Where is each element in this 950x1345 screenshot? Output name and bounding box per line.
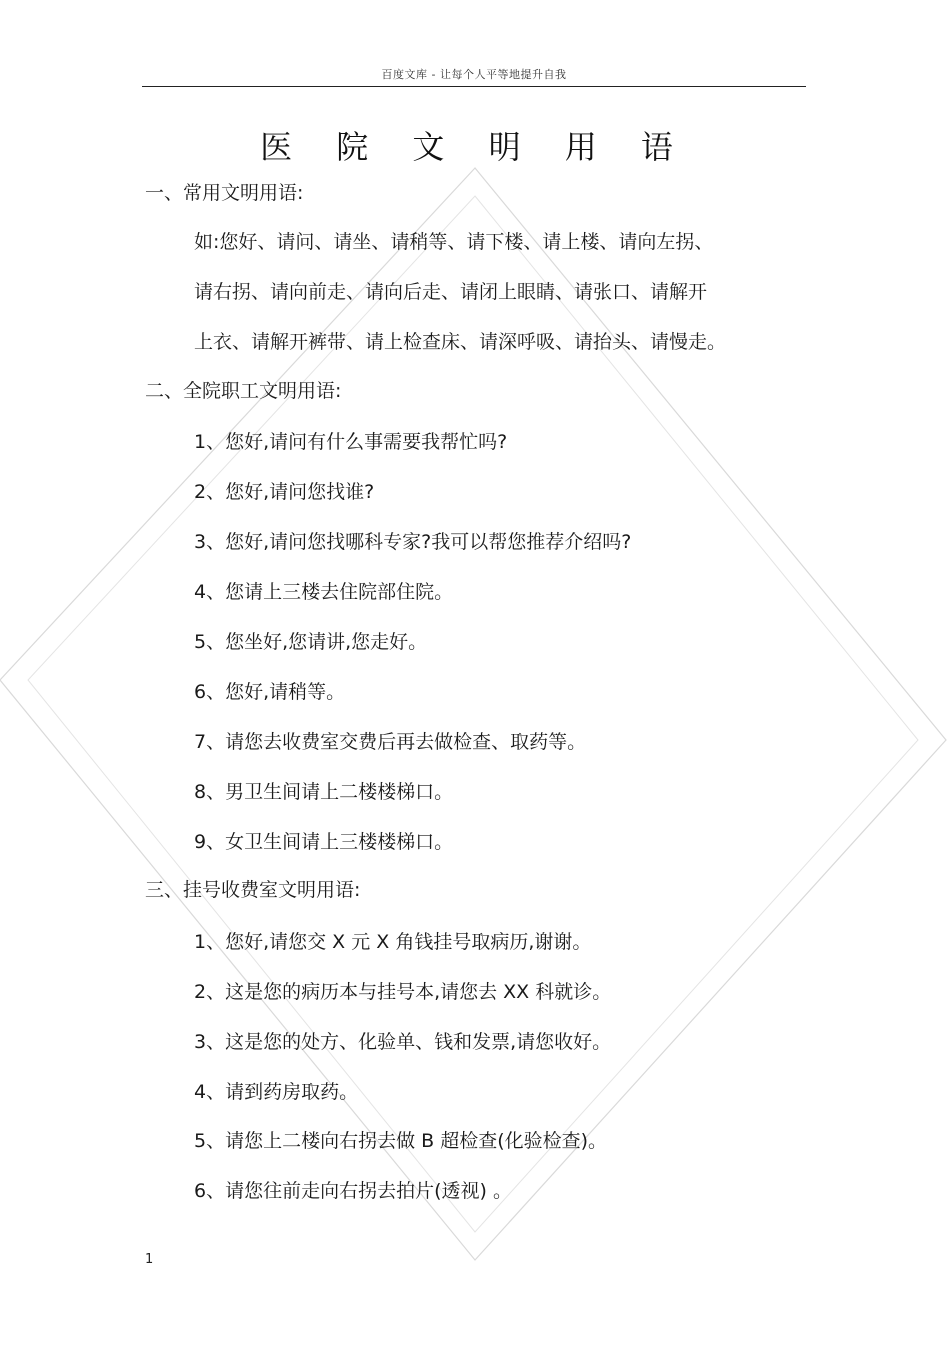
list-item: 3、这是您的处方、化验单、钱和发票,请您收好。 [194, 1031, 612, 1053]
list-item: 6、请您往前走向右拐去拍片(透视) 。 [194, 1180, 512, 1202]
list-item: 1、您好,请问有什么事需要我帮忙吗? [194, 431, 508, 453]
list-item: 5、请您上二楼向右拐去做 B 超检查(化验检查)。 [194, 1130, 608, 1152]
list-item: 2、您好,请问您找谁? [194, 481, 375, 503]
page-header: 百度文库 - 让每个人平等地提升自我 [381, 68, 567, 81]
list-item: 4、您请上三楼去住院部住院。 [194, 581, 454, 603]
list-item: 5、您坐好,您请讲,您走好。 [194, 631, 428, 653]
list-item: 3、您好,请问您找哪科专家?我可以帮您推荐介绍吗? [194, 531, 632, 553]
section-heading: 一、常用文明用语: [145, 182, 304, 204]
paragraph-line: 上衣、请解开裤带、请上检查床、请深呼吸、请抬头、请慢走。 [194, 331, 727, 353]
list-item: 4、请到药房取药。 [194, 1081, 359, 1103]
list-item: 1、您好,请您交 X 元 X 角钱挂号取病历,谢谢。 [194, 931, 592, 953]
header-divider [142, 86, 806, 87]
list-item: 6、您好,请稍等。 [194, 681, 346, 703]
list-item: 8、男卫生间请上二楼楼梯口。 [194, 781, 454, 803]
page-number: 1 [145, 1252, 154, 1267]
list-item: 9、女卫生间请上三楼楼梯口。 [194, 831, 454, 853]
document-title: 医 院 文 明 用 语 [260, 128, 690, 166]
section-heading: 三、挂号收费室文明用语: [145, 879, 361, 901]
list-item: 2、这是您的病历本与挂号本,请您去 XX 科就诊。 [194, 981, 612, 1003]
list-item: 7、请您去收费室交费后再去做检查、取药等。 [194, 731, 587, 753]
paragraph-line: 请右拐、请向前走、请向后走、请闭上眼睛、请张口、请解开 [194, 281, 708, 303]
section-heading: 二、全院职工文明用语: [145, 380, 342, 402]
paragraph-line: 如:您好、请问、请坐、请稍等、请下楼、请上楼、请向左拐、 [194, 231, 714, 253]
